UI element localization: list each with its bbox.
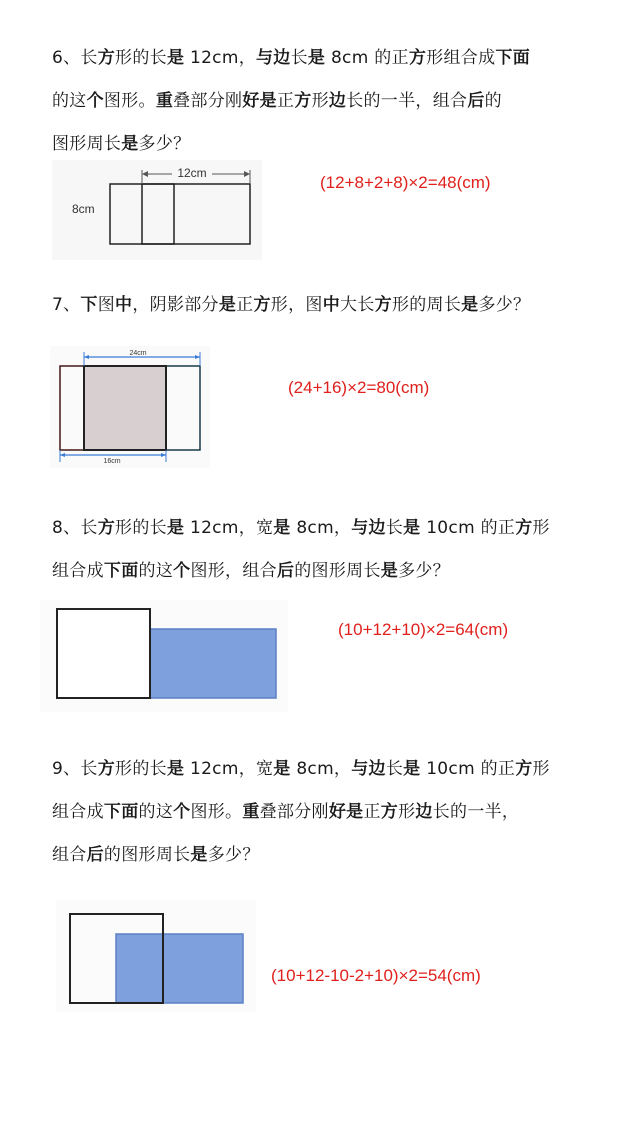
text-segment: 好是: [328, 802, 364, 822]
text-segment: 是: [190, 845, 208, 865]
text-segment: 多少？: [138, 134, 191, 154]
question-line: [52, 748, 612, 791]
text-segment: 图形周长: [52, 134, 122, 154]
text-segment: 个: [173, 802, 191, 822]
text-segment: 叠部分刚: [259, 802, 329, 822]
text-segment: 形的长: [115, 48, 167, 68]
text-segment: 后: [276, 561, 295, 581]
text-segment: 与边: [351, 759, 386, 779]
text-segment: 是: [273, 759, 291, 779]
q7-shaded-square: [84, 366, 166, 450]
text-segment: 多少？: [398, 561, 450, 581]
text-segment: 的图形周长: [103, 845, 191, 865]
text-segment: 9、长: [52, 759, 98, 779]
q8-square: [57, 609, 150, 698]
text-segment: 下: [80, 295, 98, 315]
q6-width-label: 12cm: [177, 166, 207, 180]
text-segment: 图形。: [103, 91, 156, 111]
text-segment: 是: [218, 295, 237, 315]
text-segment: 后: [86, 845, 104, 865]
text-segment: 方: [97, 518, 116, 538]
text-segment: 图形，组合: [190, 561, 277, 581]
question-line: [52, 834, 612, 877]
text-segment: 长: [290, 48, 308, 68]
text-segment: 方: [253, 295, 271, 315]
question-line: [52, 80, 612, 123]
text-segment: 的: [484, 91, 502, 111]
text-segment: 是: [403, 759, 421, 779]
text-segment: 中: [115, 295, 133, 315]
text-segment: 是: [166, 759, 185, 779]
text-segment: 8cm，: [290, 518, 352, 538]
text-segment: 8、长: [52, 518, 98, 538]
text-segment: 方: [97, 759, 116, 779]
text-segment: 下面: [103, 561, 139, 581]
text-segment: 是: [403, 518, 421, 538]
text-segment: 与边: [351, 518, 386, 538]
text-segment: 大长: [340, 295, 375, 315]
text-segment: 10cm 的正: [420, 518, 516, 538]
text-segment: 是: [166, 518, 185, 538]
text-segment: 是: [273, 518, 291, 538]
text-segment: 12cm，宽: [184, 759, 274, 779]
text-segment: 下面: [495, 48, 530, 68]
text-segment: 方: [380, 802, 399, 822]
text-segment: 8cm，: [290, 759, 352, 779]
text-segment: 正: [276, 91, 295, 111]
text-segment: 图形。: [190, 802, 243, 822]
q6-height-label: 8cm: [72, 202, 95, 216]
question-6-answer: (12+8+2+8)×2=48(cm): [320, 173, 491, 192]
text-segment: 下面: [103, 802, 139, 822]
text-segment: 边: [328, 91, 347, 111]
text-segment: 方: [515, 759, 533, 779]
text-segment: 12cm，宽: [184, 518, 274, 538]
text-segment: 组合: [52, 845, 87, 865]
text-segment: 的这: [138, 561, 174, 581]
question-line: [52, 37, 612, 80]
text-segment: 正: [363, 802, 381, 822]
text-segment: 是: [461, 295, 479, 315]
text-segment: 长的一半，组合: [346, 91, 468, 111]
text-segment: 的图形周长: [294, 561, 381, 581]
question-9-text: [52, 748, 612, 877]
text-segment: 后: [467, 91, 485, 111]
text-segment: 6、长: [52, 48, 98, 68]
text-segment: 图: [97, 295, 116, 315]
text-segment: 长: [385, 518, 404, 538]
text-segment: 组合成: [52, 561, 104, 581]
text-segment: 多少？: [207, 845, 260, 865]
text-segment: 好是: [242, 91, 277, 111]
text-segment: 形的长: [115, 759, 167, 779]
text-segment: 形: [311, 91, 329, 111]
text-segment: 方: [97, 48, 116, 68]
question-line: [52, 550, 612, 593]
question-7-figure: [50, 346, 210, 468]
text-segment: 8cm 的正: [325, 48, 409, 68]
text-segment: 12cm，: [184, 48, 256, 68]
text-segment: 方: [374, 295, 392, 315]
text-segment: 方: [408, 48, 427, 68]
text-segment: 多少？: [478, 295, 531, 315]
text-segment: 长: [385, 759, 404, 779]
text-segment: 方: [515, 518, 533, 538]
question-7-text: [52, 284, 612, 327]
question-line: [52, 791, 612, 834]
text-segment: 形: [532, 759, 550, 779]
question-8-answer: (10+12+10)×2=64(cm): [338, 620, 509, 639]
text-segment: 正: [236, 295, 254, 315]
question-8-text: [52, 507, 612, 593]
text-segment: 7、: [52, 295, 81, 315]
text-segment: 与边: [256, 48, 291, 68]
question-7-answer: (24+16)×2=80(cm): [288, 378, 430, 397]
text-segment: 形的周长: [391, 295, 462, 315]
question-line: [52, 507, 612, 550]
question-6-figure: [52, 160, 262, 260]
text-segment: 是: [307, 48, 326, 68]
q7-bottom-label: 16cm: [103, 458, 121, 465]
text-segment: 重: [155, 91, 174, 111]
text-segment: 是: [166, 48, 185, 68]
question-line: [52, 284, 612, 327]
text-segment: 边: [415, 802, 433, 822]
text-segment: 形组合成: [426, 48, 496, 68]
text-segment: 的这: [52, 91, 87, 111]
text-segment: 形: [532, 518, 550, 538]
q8-blue-rectangle: [150, 629, 276, 698]
text-segment: 个: [86, 91, 104, 111]
text-segment: 是: [380, 561, 399, 581]
question-9-figure: [56, 900, 256, 1012]
question-9-answer: (10+12-10-2+10)×2=54(cm): [271, 966, 481, 985]
q7-top-label: 24cm: [129, 350, 147, 357]
text-segment: 个: [173, 561, 191, 581]
text-segment: 形的长: [115, 518, 167, 538]
text-segment: 重: [242, 802, 260, 822]
text-segment: 长的一半，: [432, 802, 520, 822]
text-segment: 的这: [138, 802, 174, 822]
text-segment: 形，图: [270, 295, 323, 315]
text-segment: 叠部分刚: [173, 91, 243, 111]
q9-blue-rectangle: [116, 934, 243, 1003]
text-segment: 形: [398, 802, 416, 822]
text-segment: 中: [322, 295, 341, 315]
text-segment: 10cm 的正: [420, 759, 516, 779]
text-segment: ，阴影部分: [132, 295, 219, 315]
question-8-figure: [40, 600, 288, 712]
text-segment: 组合成: [52, 802, 104, 822]
question-6-text: [52, 37, 612, 166]
text-segment: 是: [121, 134, 139, 154]
text-segment: 方: [294, 91, 312, 111]
